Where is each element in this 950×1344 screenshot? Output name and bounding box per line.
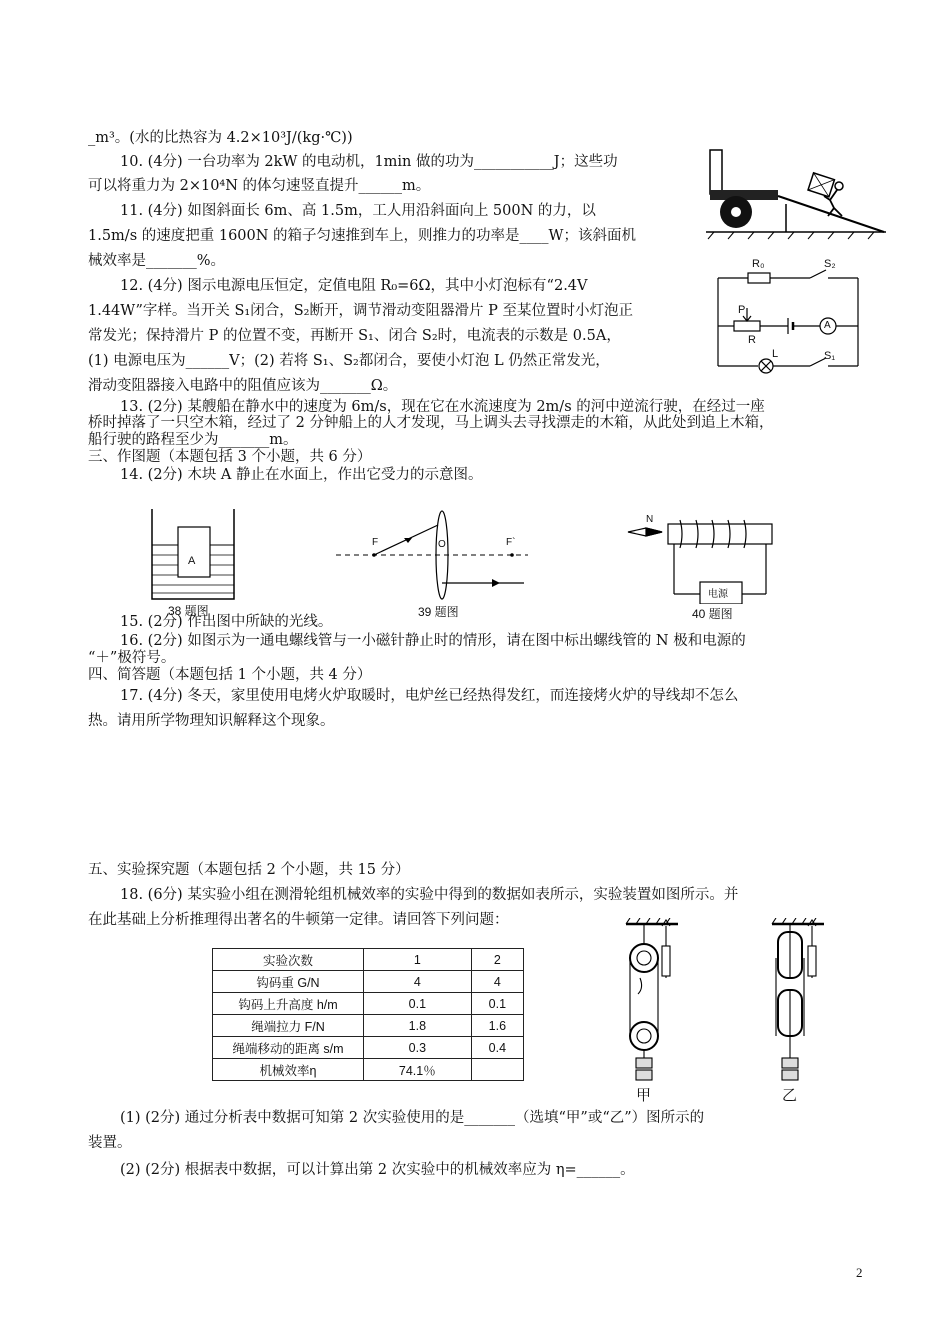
question-15: 15. (2分) 作出图中所缺的光线。 xyxy=(120,614,333,630)
table-cell: 1.6 xyxy=(471,1015,523,1037)
table-row xyxy=(213,993,524,1015)
label-s2: S₂ xyxy=(824,258,836,270)
section-heading: 三、作图题（本题包括 3 个小题，共 6 分） xyxy=(88,449,372,465)
label-p: P xyxy=(738,304,746,316)
table-cell: 0.3 xyxy=(364,1037,472,1059)
solenoid-drawing xyxy=(626,512,782,604)
ammeter-symbol: A xyxy=(824,320,831,331)
label-r0: R₀ xyxy=(752,258,765,270)
text-line: (1) 电源电压为______V；(2) 若将 S₁、S₂都闭合，要使小灯泡 L 仍然正常发光， xyxy=(88,353,610,369)
label-s1: S₁ xyxy=(824,350,836,362)
table-cell: 机械效率η xyxy=(213,1059,364,1081)
question-12: 12. (4分) 图示电源电压恒定，定值电阻 R₀=6Ω，其中小灯泡标有“2.4V xyxy=(120,278,588,294)
pulley-yi-drawing xyxy=(768,918,828,1084)
figure-39 xyxy=(334,507,530,619)
table-row xyxy=(213,971,524,993)
focus-f-label: F xyxy=(372,537,379,548)
question-14: 14. (2分) 木块 A 静止在水面上，作出它受力的示意图。 xyxy=(120,467,483,483)
figure-caption: 40 题图 xyxy=(692,607,733,621)
label-l: L xyxy=(772,348,779,360)
table-cell: 1.8 xyxy=(364,1015,472,1037)
text-line: 1.44W”字样。当开关 S₁闭合，S₂断开，调节滑动变阻器滑片 P 至某位置时小灯泡正 xyxy=(88,303,633,319)
table-cell: 绳端移动的距离 s/m xyxy=(213,1037,364,1059)
table-cell: 4 xyxy=(364,971,472,993)
table-row xyxy=(213,1059,524,1081)
question-17: 17. (4分) 冬天，家里使用电烤火炉取暖时，电炉丝已经热得发红，而连接烤火炉的导线却不怎么 xyxy=(120,688,739,704)
data-table xyxy=(212,948,524,1081)
text-line: 可以将重力为 2×10⁴N 的体匀速竖直提升______m。 xyxy=(88,178,431,194)
section-heading: 四、简答题（本题包括 1 个小题，共 4 分） xyxy=(88,667,372,683)
incline-cart-figure xyxy=(704,146,890,242)
table-cell: 钩码重 G/N xyxy=(213,971,364,993)
figure-caption: 39 题图 xyxy=(418,605,459,619)
question-11: 11. (4分) 如图斜面长 6m、高 1.5m，工人用沿斜面向上 500N 的力，以 xyxy=(120,203,596,219)
figure-caption: 38 题图 xyxy=(168,604,209,618)
circuit-diagram xyxy=(714,258,864,380)
question-16: 16. (2分) 如图示为一通电螺线管与一小磁针静止时的情形，请在图中标出螺线管的 N 极和电源的 xyxy=(120,633,746,649)
table-cell: 74.1％ xyxy=(364,1059,472,1081)
text-line: 装置。 xyxy=(88,1135,132,1151)
table-header-cell: 1 xyxy=(364,949,472,971)
beaker-drawing xyxy=(148,505,238,603)
table-header-cell: 2 xyxy=(471,949,523,971)
table-row xyxy=(213,1015,524,1037)
lens-drawing xyxy=(334,507,530,605)
figure-40 xyxy=(626,512,782,620)
sub-question-1: (1) (2分) 通过分析表中数据可知第 2 次实验使用的是_______（选填“甲”或“乙”）图所示的 xyxy=(120,1110,705,1126)
text-line: “＋”极符号。 xyxy=(88,650,176,666)
text-line: 桥时掉落了一只空木箱，经过了 2 分钟船上的人才发现，马上调头去寻找漂走的木箱，从此处到追上木箱， xyxy=(88,415,774,431)
question-18: 18. (6分) 某实验小组在测滑轮组机械效率的实验中得到的数据如表所示，实验装置如图所示。并 xyxy=(120,887,739,903)
pulley-jia-figure xyxy=(622,918,682,1104)
text-line: 滑动变阻器接入电路中的阻值应该为_______Ω。 xyxy=(88,378,398,394)
needle-n-label: N xyxy=(646,514,654,525)
text-line: _m³。(水的比热容为 4.2×10³J/(kg·℃)) xyxy=(88,130,353,146)
text-line: 常发光；保持滑片 P 的位置不变，再断开 S₁、闭合 S₂时，电流表的示数是 0.5A， xyxy=(88,328,621,344)
table-cell: 钩码上升高度 h/m xyxy=(213,993,364,1015)
power-source-label: 电源 xyxy=(708,589,728,600)
table-row xyxy=(213,1037,524,1059)
block-a-label: A xyxy=(188,555,196,567)
text-line: 械效率是_______%。 xyxy=(88,253,226,269)
table-cell: 0.4 xyxy=(471,1037,523,1059)
pulley-yi-label: 乙 xyxy=(782,1086,798,1104)
section-heading: 五、实验探究题（本题包括 2 个小题，共 15 分） xyxy=(88,862,410,878)
pulley-jia-label: 甲 xyxy=(636,1086,652,1104)
text-line: 在此基础上分析推理得出著名的牛顿第一定律。请回答下列问题： xyxy=(88,912,509,928)
label-r: R xyxy=(748,334,756,346)
table-cell: 4 xyxy=(471,971,523,993)
table-header-row xyxy=(213,949,524,971)
table-cell xyxy=(471,1059,523,1081)
text-line: 热。请用所学物理知识解释这个现象。 xyxy=(88,713,335,729)
page-number: 2 xyxy=(856,1265,863,1280)
text-line: 船行驶的路程至少为_______m。 xyxy=(88,432,298,448)
sub-question-2: (2) (2分) 根据表中数据，可以计算出第 2 次实验中的机械效率应为 η=______。 xyxy=(120,1162,635,1178)
table-header-cell: 实验次数 xyxy=(213,949,364,971)
focus-f-prime-label: F` xyxy=(506,537,516,548)
text-line: 1.5m/s 的速度把重 1600N 的箱子匀速推到车上，则推力的功率是____W；该斜面机 xyxy=(88,228,636,244)
circuit-figure xyxy=(714,258,864,380)
question-10: 10. (4分) 一台功率为 2kW 的电动机，1min 做的功为___________J；这些功 xyxy=(120,154,618,170)
table-cell: 0.1 xyxy=(364,993,472,1015)
figure-38 xyxy=(148,505,238,617)
pulley-yi-figure xyxy=(768,918,828,1104)
optical-center-label: O xyxy=(438,539,446,550)
table-cell: 0.1 xyxy=(471,993,523,1015)
pulley-jia-drawing xyxy=(622,918,682,1084)
table-cell: 绳端拉力 F/N xyxy=(213,1015,364,1037)
question-13: 13. (2分) 某艘船在静水中的速度为 6m/s，现在它在水流速度为 2m/s 的河中逆流行驶，在经过一座 xyxy=(120,399,765,415)
